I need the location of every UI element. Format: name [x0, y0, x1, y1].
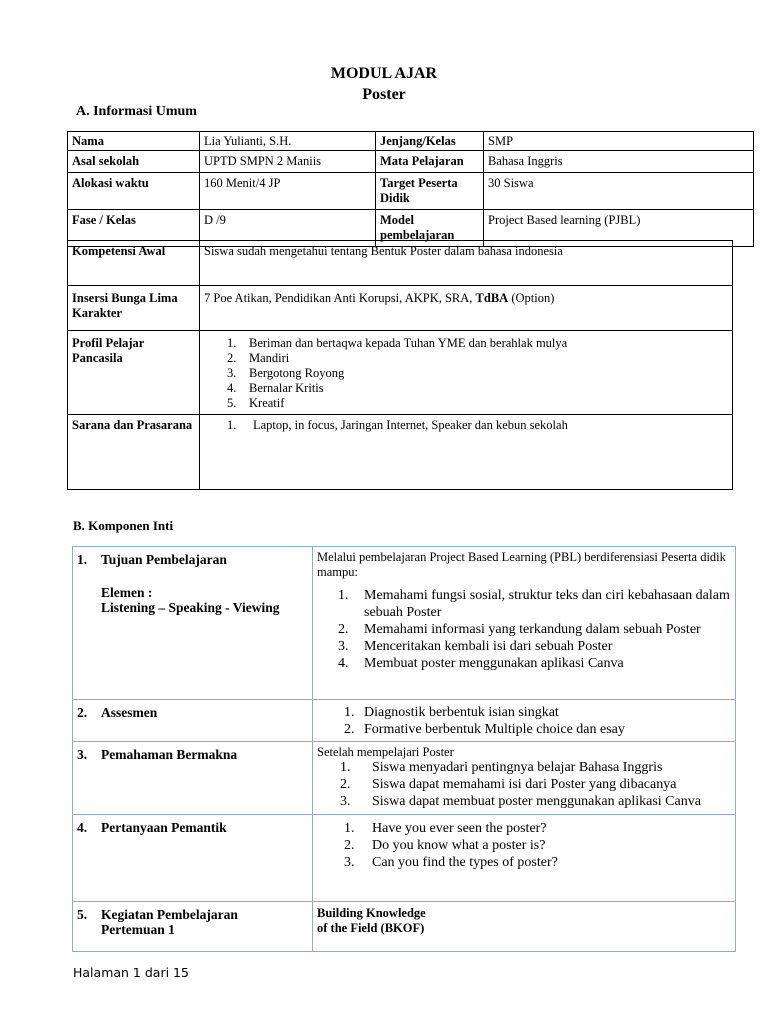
insersi-value-c: (Option) — [508, 291, 555, 305]
sarana-label: Sarana dan Prasarana — [72, 418, 193, 432]
pemahaman-heading: 3. Pemahaman Bermakna — [73, 742, 313, 815]
assesmen-list — [317, 704, 731, 738]
list-item: 1. Diagnostik berbentuk isian singkat — [344, 705, 559, 720]
bkof-line-2: of the Field (BKOF) — [317, 921, 425, 935]
kompetensi-awal-label: Kompetensi Awal — [72, 244, 166, 258]
table-row — [68, 286, 733, 331]
kegiatan-heading: 5. Kegiatan Pembelajaran Pertemuan 1 — [73, 902, 313, 952]
sarana-list — [227, 418, 728, 433]
list-item: 3. Menceritakan kembali isi dari sebuah Poster — [338, 639, 613, 654]
table-row — [73, 700, 736, 742]
list-item: 2. Formative berbentuk Multiple choice dan esay — [344, 722, 625, 737]
model-pembelajaran-value: Project Based learning (PJBL) — [488, 213, 641, 227]
bkof-line-1: Building Knowledge — [317, 906, 426, 920]
list-item: 2. Do you know what a poster is? — [344, 838, 546, 853]
pemahaman-intro: Setelah mempelajari Poster — [317, 745, 454, 759]
profil-list — [227, 336, 728, 411]
kompetensi-awal-value: Siswa sudah mengetahui tentang Bentuk Poster dalam bahasa indonesia — [204, 244, 563, 258]
insersi-value-b: TdBA — [475, 291, 509, 305]
target-peserta-label: Target Peserta Didik — [380, 176, 458, 205]
section-b-heading: B. Komponen Inti — [73, 518, 174, 533]
list-item: 2. Memahami informasi yang terkandung dalam sebuah Poster — [338, 622, 701, 637]
list-item: 1. Have you ever seen the poster? — [344, 821, 547, 836]
table-row — [68, 241, 733, 286]
pertanyaan-heading: 4. Pertanyaan Pemantik — [73, 815, 313, 902]
section-a-heading: A. Informasi Umum — [76, 104, 197, 119]
mata-pelajaran-value: Bahasa Inggris — [488, 154, 563, 168]
details-table — [67, 240, 733, 490]
document-title: MODUL AJAR — [330, 65, 438, 82]
table-row — [68, 173, 754, 210]
fase-kelas-value: D /9 — [204, 213, 226, 227]
page-footer: Halaman 1 dari 15 — [73, 965, 189, 980]
table-row — [68, 331, 733, 415]
insersi-label: Insersi Bunga Lima Karakter — [72, 291, 178, 320]
mata-pelajaran-label: Mata Pelajaran — [380, 154, 464, 168]
list-item: 1. Beriman dan bertaqwa kepada Tuhan YME dan berahlak mulya — [227, 336, 568, 350]
elemen-label: Elemen : — [101, 585, 153, 600]
info-table — [67, 131, 754, 247]
tujuan-intro: Melalui pembelajaran Project Based Learning (PBL) berdiferensiasi Peserta didik mampu: — [317, 550, 726, 579]
assesmen-heading: 2. Assesmen — [73, 700, 313, 742]
table-row — [73, 902, 736, 952]
list-item: 4. Membuat poster menggunakan aplikasi Canva — [338, 656, 624, 671]
list-item: 1. Memahami fungsi sosial, struktur teks dan ciri kebahasaan dalam sebuah Poster — [338, 588, 730, 620]
table-row — [73, 547, 736, 700]
target-peserta-value: 30 Siswa — [488, 176, 534, 190]
list-item: 1. Siswa menyadari pentingnya belajar Bahasa Inggris — [340, 760, 663, 775]
profil-pelajar-label: Profil Pelajar Pancasila — [72, 336, 145, 365]
list-item: 3. Can you find the types of poster? — [344, 855, 558, 870]
tujuan-heading: 1. Tujuan Pembelajaran — [77, 552, 227, 567]
elemen-value: Listening – Speaking - Viewing — [101, 600, 280, 615]
list-item: 2. Siswa dapat memahami isi dari Poster yang dibacanya — [340, 777, 677, 792]
insersi-value-a: 7 Poe Atikan, Pendidikan Anti Korupsi, AKPK, SRA, — [204, 291, 476, 305]
model-pembelajaran-label: Model pembelajaran — [380, 213, 455, 242]
list-item: 5. Kreatif — [227, 396, 285, 410]
nama-value: Lia Yulianti, S.H. — [204, 134, 292, 148]
table-row — [68, 415, 733, 490]
list-item: 3. Bergotong Royong — [227, 366, 345, 380]
komponen-inti-table — [72, 546, 736, 952]
pertanyaan-list — [317, 820, 731, 871]
asal-sekolah-label: Asal sekolah — [72, 154, 140, 168]
table-row — [68, 151, 754, 173]
jenjang-value: SMP — [488, 134, 514, 148]
nama-label: Nama — [72, 134, 104, 148]
table-row — [73, 742, 736, 815]
table-row — [73, 815, 736, 902]
asal-sekolah-value: UPTD SMPN 2 Maniis — [204, 154, 322, 168]
alokasi-waktu-label: Alokasi waktu — [72, 176, 149, 190]
fase-kelas-label: Fase / Kelas — [72, 213, 136, 227]
tujuan-list — [317, 587, 731, 672]
list-item: 4. Bernalar Kritis — [227, 381, 324, 395]
list-item: 1. Laptop, in focus, Jaringan Internet, Speaker dan kebun sekolah — [227, 418, 568, 432]
document-subtitle: Poster — [362, 86, 406, 103]
pemahaman-list — [317, 759, 731, 810]
alokasi-waktu-value: 160 Menit/4 JP — [204, 176, 281, 190]
list-item: 2. Mandiri — [227, 351, 290, 365]
jenjang-label: Jenjang/Kelas — [380, 134, 456, 148]
list-item: 3. Siswa dapat membuat poster menggunakan aplikasi Canva — [340, 794, 701, 809]
table-row — [68, 132, 754, 151]
